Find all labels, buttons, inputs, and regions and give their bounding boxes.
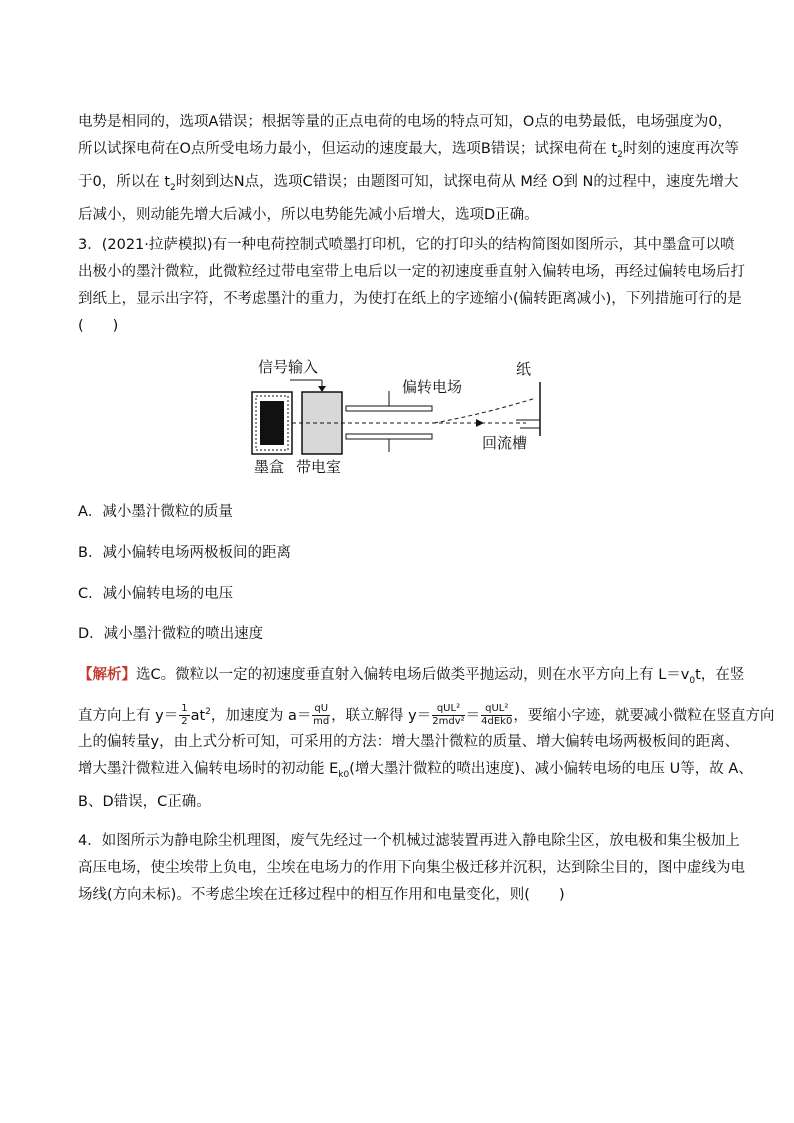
text-line: 3．(2021·拉萨模拟)有一种电荷控制式喷墨打印机，它的打印头的结构简图如图所示，其中墨盒可以喷	[78, 237, 735, 253]
text-line: 所以试探电荷在O点所受电场力最小，但运动的速度最大，选项B错误；试探电荷在 $t_2$时刻的速度再次等	[78, 141, 739, 160]
text-line: 高压电场，使尘埃带上负电，尘埃在电场力的作用下向集尘极迁移并沉积，达到除尘目的，图中虚线为电	[78, 860, 745, 876]
fraction-deflection-energy: $\frac{\text{qUL²}}{\text{4dEk0}}$	[481, 703, 513, 728]
ink-box-core	[260, 401, 284, 445]
paper-label: 纸	[516, 360, 532, 378]
text-line: 于0，所以在 $t_2$时刻到达N点，选项C错误；由题图可知，试探电荷从 M经 O到 N的过程中，速度先增大	[78, 173, 739, 193]
text-line: B、D错误，C正确。	[78, 793, 211, 810]
charge-room-label: 带电室	[296, 458, 342, 476]
text-line: 直方向上有 y＝ $\frac{1}{2}$ $at^2$，加速度为 a＝ $\frac{qU}{md}$ ，联立解得 y＝ $\frac{\text{qUL²}}{\text{2mdv²}}$ ＝ $\frac{\text{qUL²}}{\text{4dEk0}}$ ，要缩小字迹，就要减小微粒在竖直方向	[78, 703, 775, 728]
fraction-half: $\frac{1}{2}$	[181, 703, 188, 728]
option-b: B．减小偏转电场两极板间的距离	[78, 545, 291, 561]
question-3-stem	[78, 232, 745, 340]
deflected-path	[434, 398, 536, 423]
field-label: 偏转电场	[402, 378, 463, 396]
ink-box-label: 墨盒	[254, 458, 285, 476]
previous-solution-paragraph	[78, 109, 739, 229]
text-line: 到纸上，显示出字符，不考虑墨汁的重力，为使打在纸上的字迹缩小(偏转距离减小)，下列措施可行的是	[78, 291, 742, 307]
signal-label: 信号输入	[258, 358, 319, 376]
analysis-tag: 【解析】	[78, 667, 136, 683]
option-a: A．减小墨汁微粒的质量	[78, 504, 233, 520]
lower-plate	[346, 434, 432, 439]
path-arrowhead	[476, 419, 484, 427]
text-line: 后减小，则动能先增大后减小，所以电势能先减小后增大，选项D正确。	[78, 206, 539, 223]
signal-arrowhead	[318, 386, 326, 392]
analysis-paragraph	[78, 662, 775, 816]
text-line: 电势是相同的，选项A错误；根据等量的正点电荷的电场的特点可知，O点的电势最低，电场强度为0，	[78, 114, 733, 130]
fraction-deflection: $\frac{\text{qUL²}}{\text{2mdv²}}$	[432, 703, 465, 728]
inkjet-printer-diagram	[244, 356, 554, 476]
gutter	[516, 420, 540, 428]
gutter-label: 回流槽	[482, 434, 528, 452]
text-line: 场线(方向未标)。不考虑尘埃在迁移过程中的相互作用和电量变化，则( )	[78, 887, 565, 903]
text-line: 【解析】选C。微粒以一定的初速度垂直射入偏转电场后做类平抛运动，则在水平方向上有 $L=v_0t$，在竖	[78, 667, 745, 686]
fraction-acceleration: $\frac{qU}{md}$	[313, 703, 330, 728]
text-line: 上的偏转量y，由上式分析可知，可采用的方法：增大墨汁微粒的质量、增大偏转电场两极板间的距离、	[78, 733, 740, 750]
text-line: 出极小的墨汁微粒，此微粒经过带电室带上电后以一定的初速度垂直射入偏转电场，再经过偏转电场后打	[78, 264, 745, 280]
question-4-stem	[78, 828, 745, 909]
upper-plate	[346, 406, 432, 411]
option-c: C．减小偏转电场的电压	[78, 586, 234, 602]
option-d: D．减小墨汁微粒的喷出速度	[78, 626, 264, 642]
text-line: 4．如图所示为静电除尘机理图，废气先经过一个机械过滤装置再进入静电除尘区，放电极和集尘极加上	[78, 833, 740, 849]
text-line: 增大墨汁微粒进入偏转电场时的初动能 $E_{k0}$(增大墨汁微粒的喷出速度)、减小偏转电场的电压 U等，故 A、	[78, 760, 753, 780]
text-line: ( )	[78, 318, 119, 334]
